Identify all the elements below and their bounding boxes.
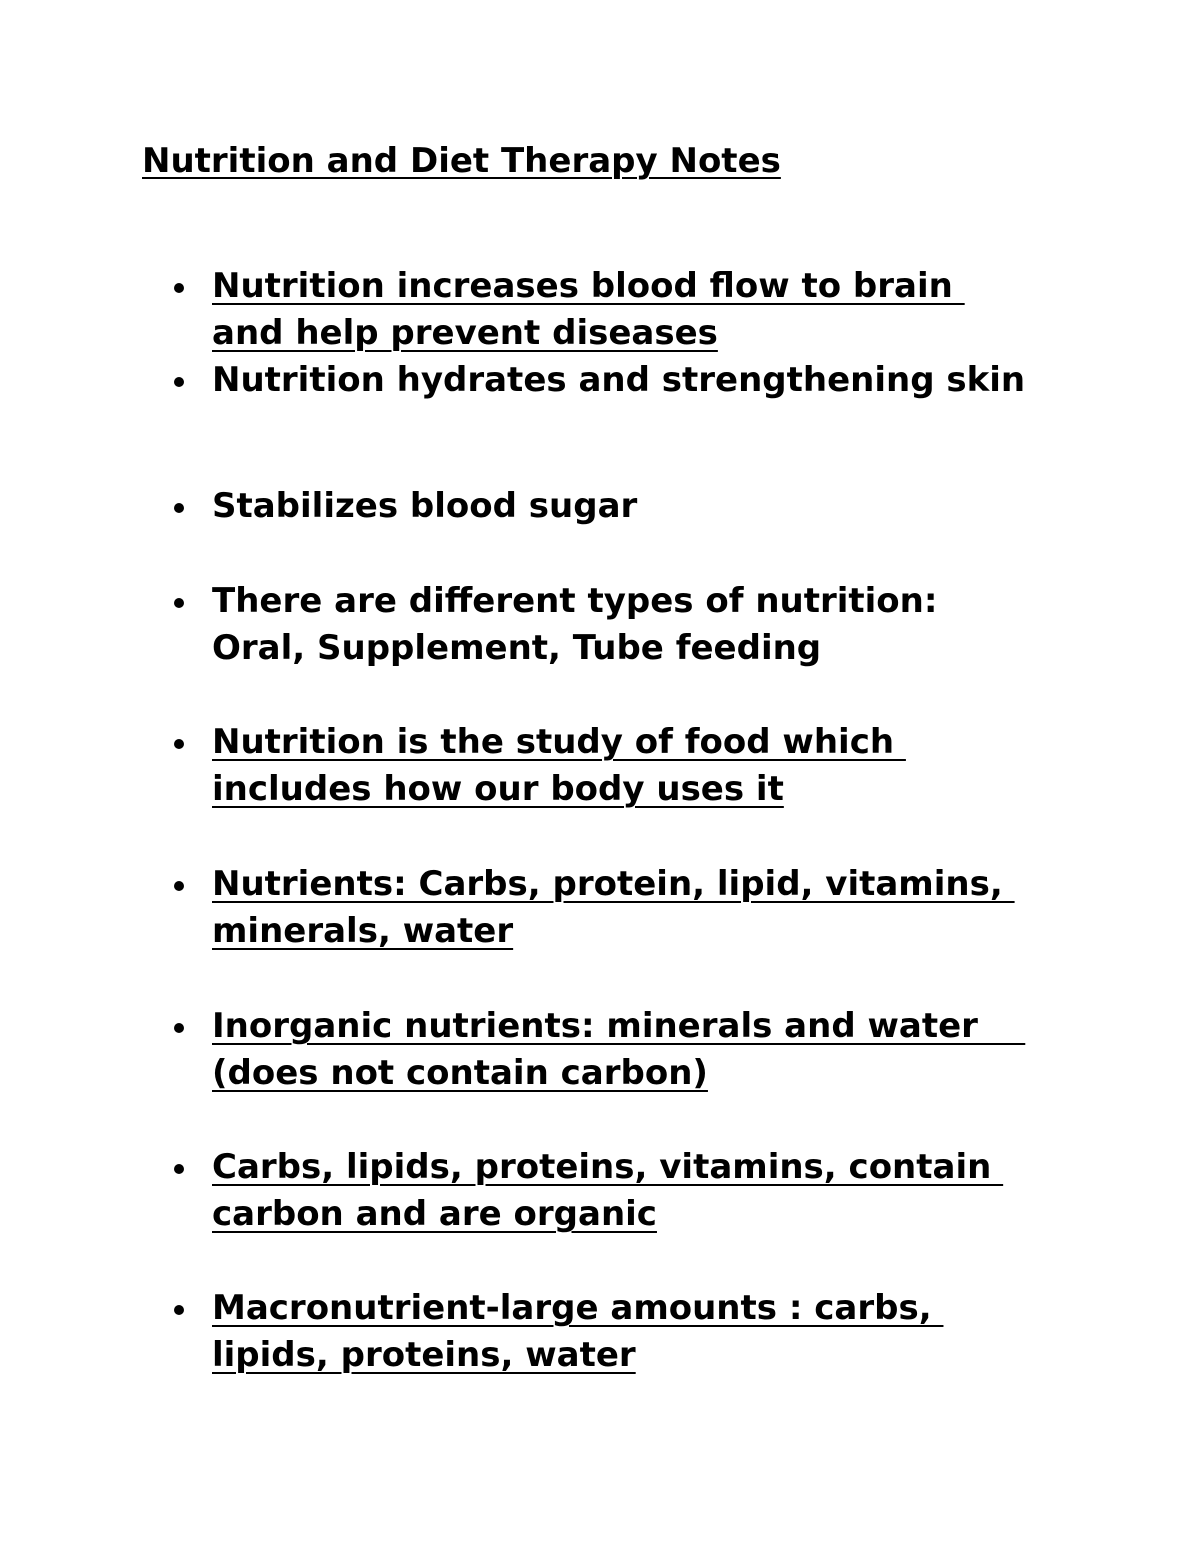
bullet-icon — [174, 739, 184, 749]
bullet-icon — [174, 1023, 184, 1033]
bullet-item — [212, 1144, 1112, 1238]
bullet-text-line: and help prevent diseases — [212, 313, 718, 353]
bullet-text-line: carbon and are organic — [212, 1194, 657, 1234]
bullet-icon — [174, 598, 184, 608]
bullet-text-line: (does not contain carbon) — [212, 1053, 708, 1093]
bullet-item — [212, 1003, 1112, 1097]
bullet-icon — [174, 1164, 184, 1174]
bullet-item — [212, 263, 1112, 357]
bullet-item — [212, 861, 1112, 955]
bullet-text-line: Stabilizes blood sugar — [212, 486, 638, 526]
bullet-icon — [174, 1305, 184, 1315]
bullet-item — [212, 578, 1112, 672]
bullet-text-line: There are different types of nutrition: — [212, 581, 938, 621]
bullet-text-line: Nutrition is the study of food which — [212, 722, 906, 762]
bullet-icon — [174, 283, 184, 293]
bullet-icon — [174, 881, 184, 891]
bullet-text-line: includes how our body uses it — [212, 769, 784, 809]
bullet-icon — [174, 503, 184, 513]
bullet-text-line: Nutrition hydrates and strengthening skin — [212, 360, 1026, 400]
bullet-icon — [174, 377, 184, 387]
bullet-text-line: Oral, Supplement, Tube feeding — [212, 628, 822, 668]
bullet-text-line: Carbs, lipids, proteins, vitamins, contain — [212, 1147, 1004, 1187]
bullet-text-line: Nutrition increases blood flow to brain — [212, 266, 965, 306]
bullet-text-line: Inorganic nutrients: minerals and water — [212, 1006, 1026, 1046]
bullet-text-line: Macronutrient-large amounts : carbs, — [212, 1288, 944, 1328]
bullet-item — [212, 719, 1112, 813]
document-title: Nutrition and Diet Therapy Notes — [142, 141, 781, 181]
bullet-text-line: lipids, proteins, water — [212, 1335, 636, 1375]
bullet-item — [212, 357, 1112, 404]
bullet-text-line: minerals, water — [212, 911, 514, 951]
bullet-item — [212, 483, 1112, 530]
bullet-text-line: Nutrients: Carbs, protein, lipid, vitamins, — [212, 864, 1015, 904]
bullet-item — [212, 1285, 1112, 1379]
